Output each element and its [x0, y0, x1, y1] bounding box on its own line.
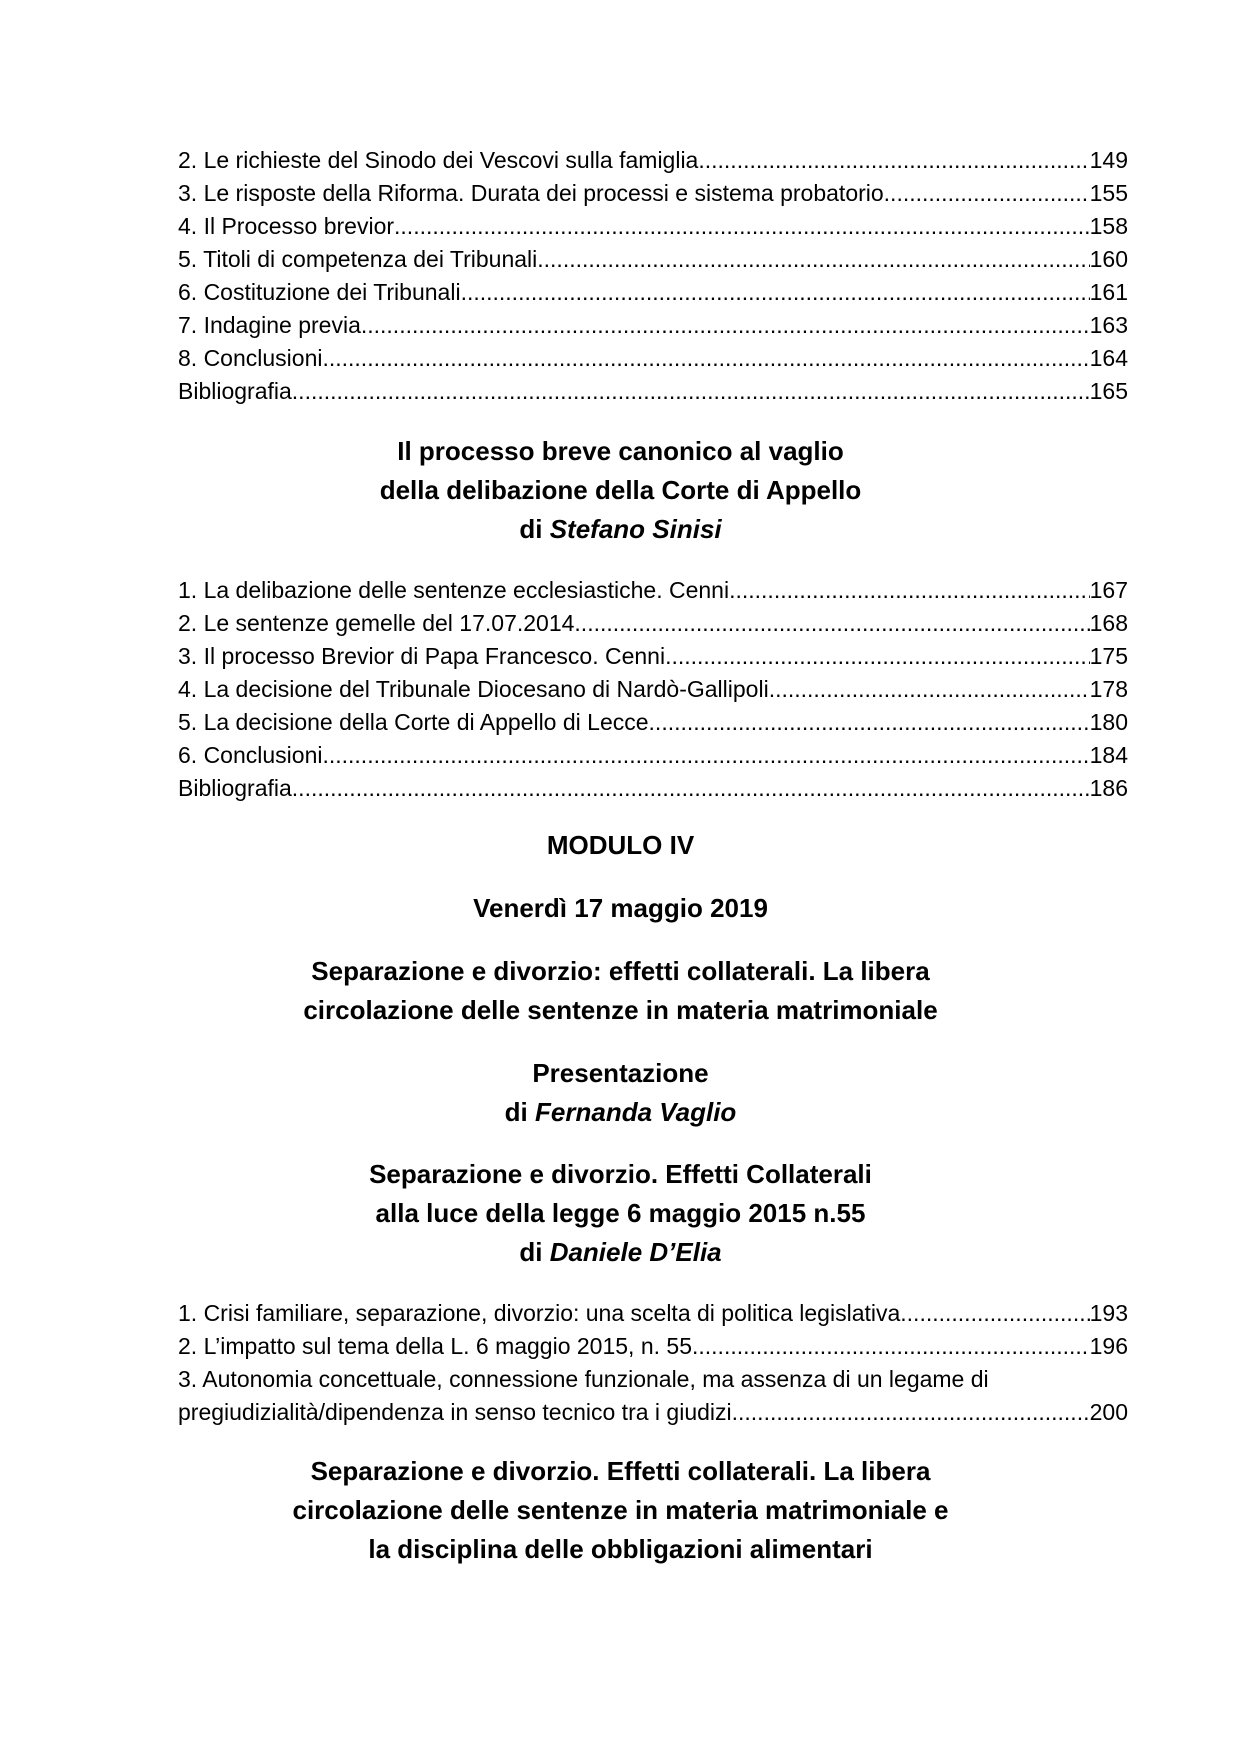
toc-entry: 5. La decisione della Corte di Appello di Lecce ..... 180: [178, 706, 1128, 739]
heading-author-line: di Stefano Sinisi: [519, 514, 722, 544]
toc-entry: Bibliografia ..... 186: [178, 772, 1128, 805]
chapter-heading-final: [100, 1452, 1141, 1569]
toc-entry: 6. Conclusioni ..... 184: [178, 739, 1128, 772]
heading-line: la disciplina delle obbligazioni alimentari: [368, 1534, 873, 1564]
toc-section-sinisi: [178, 574, 1128, 805]
session-title: [100, 952, 1141, 1030]
heading-line: Separazione e divorzio. Effetti collaterali. La libera: [310, 1456, 931, 1486]
toc-entry: 3. Le risposte della Riforma. Durata dei processi e sistema probatorio ..... 155: [178, 177, 1128, 210]
heading-line: alla luce della legge 6 maggio 2015 n.55: [375, 1198, 866, 1228]
heading-line: Separazione e divorzio. Effetti Collaterali: [369, 1159, 872, 1189]
toc-entry: 2. Le richieste del Sinodo dei Vescovi sulla famiglia ..... 149: [178, 144, 1128, 177]
toc-entry: 5. Titoli di competenza dei Tribunali ..... 160: [178, 243, 1128, 276]
chapter-heading-delia: [100, 1155, 1141, 1272]
session-date: Venerdì 17 maggio 2019: [473, 893, 768, 923]
toc-section-continued: [178, 144, 1128, 408]
heading-author-line: di Daniele D’Elia: [519, 1237, 722, 1267]
toc-entry: 3. Il processo Brevior di Papa Francesco. Cenni ..... 175: [178, 640, 1128, 673]
heading-line: circolazione delle sentenze in materia matrimoniale e: [292, 1495, 949, 1525]
toc-entry: 2. L’impatto sul tema della L. 6 maggio 2015, n. 55 ..... 196: [178, 1330, 1128, 1363]
presentation-heading: [100, 1054, 1141, 1132]
module-heading: MODULO IV: [546, 830, 695, 860]
toc-entry: Bibliografia ..... 165: [178, 375, 1128, 408]
heading-line: della delibazione della Corte di Appello: [379, 475, 862, 505]
heading-line: Separazione e divorzio: effetti collaterali. La libera: [311, 956, 930, 986]
author-name: Fernanda Vaglio: [535, 1097, 737, 1127]
toc-entry: pregiudizialità/dipendenza in senso tecnico tra i giudizi ..... 200: [178, 1396, 1128, 1429]
toc-entry: 4. La decisione del Tribunale Diocesano di Nardò-Gallipoli ..... 178: [178, 673, 1128, 706]
toc-entry: 2. Le sentenze gemelle del 17.07.2014 ..... 168: [178, 607, 1128, 640]
heading-line: Il processo breve canonico al vaglio: [397, 436, 844, 466]
toc-entry: 6. Costituzione dei Tribunali ..... 161: [178, 276, 1128, 309]
toc-section-delia: [178, 1297, 1128, 1429]
toc-entry: 4. Il Processo brevior ..... 158: [178, 210, 1128, 243]
toc-entry: 8. Conclusioni ..... 164: [178, 342, 1128, 375]
author-name: Stefano Sinisi: [549, 514, 722, 544]
heading-author-line: di Fernanda Vaglio: [504, 1097, 737, 1127]
chapter-heading-sinisi: [100, 432, 1141, 549]
toc-entry: 1. Crisi familiare, separazione, divorzio: una scelta di politica legislativa ..... 193: [178, 1297, 1128, 1330]
heading-line: circolazione delle sentenze in materia matrimoniale: [303, 995, 938, 1025]
toc-entry: 7. Indagine previa ..... 163: [178, 309, 1128, 342]
author-name: Daniele D’Elia: [549, 1237, 722, 1267]
heading-line: Presentazione: [532, 1058, 709, 1088]
toc-entry-first-line: 3. Autonomia concettuale, connessione funzionale, ma assenza di un legame di: [178, 1366, 989, 1392]
toc-entry: 1. La delibazione delle sentenze ecclesiastiche. Cenni ..... 167: [178, 574, 1128, 607]
